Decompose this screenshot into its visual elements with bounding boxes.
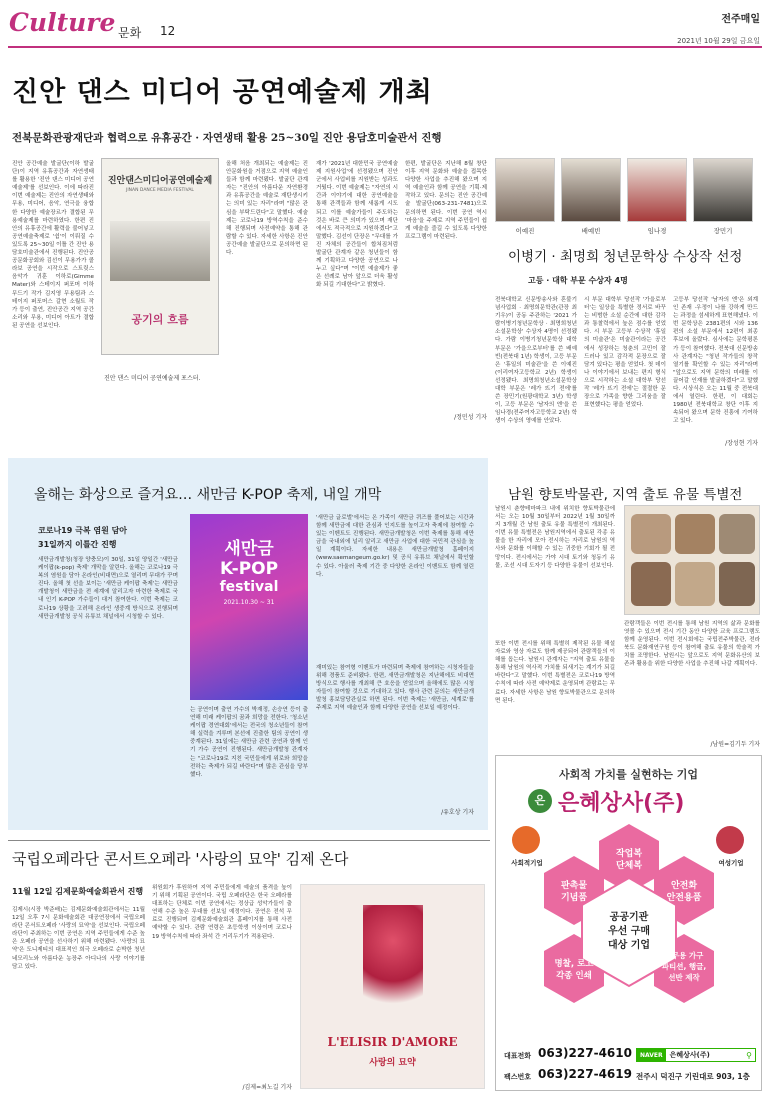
museum-body-col1: 남원시 춘향테마파크 내에 위치한 향토박물관에서는 오는 10월 30일부터 2022년 1월 30일까지 3개월 간 남원 출토 유물 특별전이 개최된다. 이번 유물 특별전은 남원지역에서 출토된 각종 유물을 한 자리에 모아 전시하는 자리로 남원의 역사와 문화를 이해할 수 있는 귀중한 기회가 될 전망이다. 전시에서는 가야 시대 토기와 청동기 유물, 조선 시대 도자기 등 다양한 유물이 선보인다. [495, 506, 615, 569]
ad-hex-top-label-2: 단체복 [615, 861, 643, 871]
kpop-sub1: 코로나19 극복 염원 담아 [38, 526, 128, 535]
main-headline: 진안 댄스 미디어 공연예술제 개최 [12, 77, 433, 108]
ad-slogan: 사회적 가치를 실현하는 기업 [559, 768, 698, 781]
opera-body-col2: 위원회가 후원하여 지역 주민들에게 예술의 품격을 높이기 위해 기획된 공연이다. 국립 오페라단은 한국 오페라를 대표하는 단체로 이번 공연에서는 정상급 성악가들이 출연해 수준 높은 무대를 선보일 예정이다. 공연은 전석 무료로 진행되며 김제문화예술회관 홈페이지를 통해 사전 예약할 수 있다. 관람 연령은 초등학생 이상이며 코로나19 방역수칙에 따라 좌석 간 거리두기가 적용된다. [152, 885, 292, 940]
opera-poster-title: L'ELISIR D'AMORE [327, 1035, 458, 1049]
opera-poster-hearts [363, 905, 423, 1025]
opera-headline: 국립오페라단 콘서트오페라 '사랑의 묘약' 김제 온다 [12, 850, 349, 868]
main-body-col2: 올해 처음 개최되는 예술제는 진안문화원을 거점으로 지역 예술인들과 함께 마련됐다. 발굴단 관계자는 "진안의 아름다운 자연환경과 유휴공간을 예술로 재탄생시키는 의미 있는 자리"라며 "많은 관심을 부탁드린다"고 말했다. 예술제는 코로나19 방역수칙을 준수해 진행되며 사전예약을 통해 관람할 수 있다. 자세한 사항은 진안 공간예술 발굴단으로 문의하면 된다. [226, 161, 308, 257]
ad-logo-icon: 은 [528, 789, 552, 813]
opera-poster-subtitle: 사랑의 묘약 [369, 1058, 416, 1068]
prize-body-col3: 고등부 당선작 '남자의 엔'은 외계인 존재 ·우정이 나를 강하게 만드는 과정을 섬세하게 표현해냈다. 이번 문학상은 2381편의 시와 136편의 소설 부문에서 12편이 최종 후보에 올랐다. 심사에는 문학평론가 등이 참여했다. 전북대 신문방송사 관계자는 "청년 작가들의 창작 열기를 확인할 수 있는 자리"라며 "앞으로도 지역 문학의 미래를 이끌어갈 인재를 발굴하겠다"고 말했다. 시상식은 오는 11월 중 전북대에서 열린다. 한편, 이 대회는 1980년 전북대학교 창단 이후 지속되어 왔으며 문학 진흥에 기여하고 있다. [673, 297, 758, 425]
artifact-3 [719, 514, 755, 554]
poster-subtitle: JINAN DANCE MEDIA FESTIVAL [126, 188, 194, 193]
kpop-poster-line2: K-POP [219, 559, 279, 579]
artifact-6 [719, 562, 755, 606]
kpop-headline: 올해는 화상으로 즐겨요… 새만금 K-POP 축제, 내일 개막 [34, 487, 382, 503]
kpop-byline: /유호상 기자 [441, 809, 474, 816]
prize-body-col2: 시 부문 대학부 당선작 '가을로부터'는 일상을 특별한 정서로 바꾸는 비범한 소설 순간에 대한 감각과 통찰력에서 높은 점수를 얻었다. 시 부문 고등부 수상작 '휴일의 미술관'은 미술관이라는 공간에서 성장하는 청춘의 고민이 잘 드러나 있고 감각적 문장으로 잘 담겨 있다는 평을 얻었다. 첫 데이나 이야기에서 보내는 편지 형식으로 시작하는 소설 대학부 당선작 '레가 뜨기 전에'는 절절한 문장으로 가족을 향한 그리움을 잘 표현했다는 평을 얻었다. [584, 297, 666, 409]
kpop-sub2: 31일까지 이틀간 진행 [38, 540, 117, 549]
kpop-body-col1: 새만금개발청(청장 양충모)이 30일, 31일 양일간 '새만금 케이팝(k-pop) 축제' 개막을 알린다. 올해는 코로나19 극복의 염원을 담아 온라인(비대면)으로 열리며 무대가 꾸며진다. 올해 첫 선을 보이는 '새만금 케이팝 축제'는 새만금개발청이 새만금을 전 세계에 알리고자 마련한 축제로 국내 인기 K-POP 가수들이 대거 참여한다. 이번 축제는 코로나19 상황을 고려해 온라인 생중계 방식으로 진행되며 새만금개발청 공식 유튜브 채널에서 시청할 수 있다. [38, 557, 178, 620]
artifact-2 [675, 514, 715, 554]
search-icon: ⚲ [746, 1050, 752, 1060]
main-body-col3: 재가 '2021년 대한민국 공연예술제 지원사업'에 선정됐으며 진안군에서 사업비를 지원받는 성과도 거뒀다. 이번 예술제는 "자연의 시간과 이야기에 대한 공연예술을 통해 관객들과 함께 새롭게 시도되고 이를 예술가들이 주도하는 것은 바로 큰 의미가 있으며 재단에서도 적극적으로 지원하겠다"고 말했다. 김선이 단장은 "무대를 가진 자체의 공간들이 합쳐짐처럼 발굴단 관계자 같은 청년들이 함께 기획하고 다양한 공연으로 나누고 싶다"며 "이번 예술제가 좋은 선례로 남아 앞으로 더욱 활성화 되길 기대한다"고 밝혔다. [316, 161, 398, 289]
museum-body-col3: 관람객들은 이번 전시를 통해 남원 지역의 삶과 문화를 엿볼 수 있으며 전시 기간 동안 다양한 교육 프로그램도 함께 운영된다. 이번 전시회에는 국립전주박물관, 전라북도 문화재연구원 등이 참여해 출토 유물의 학술적 가치를 조명한다. 남원시는 앞으로도 지역 문화유산의 보존과 활용을 위한 다양한 사업을 추진해 나갈 계획이다. [624, 621, 760, 668]
main-body-col1: 진안 공간예술 발굴단(이하 발굴단)이 지역 유휴공간과 자연생태를 활용한 '진안 댄스 미디어 공연예술제'를 선보인다. 이에 따라진 이번 예술제는 진안의 자연생태와 무용, 미디어, 음악, 연극을 융합한 다양한 예술장르가 결합된 무용예술제를 마련하였다. 한편 진안의 유휴공간에 활력을 불어넣고 공연예술축제로 '쉼'이 이뤄질 수 있도록 25~30일 이틀 간 진안 용담호미술관에서 진행된다. 진안공공문화공회와 김선이 무용가가 콜라보 공연을 시작으로 스트릿스 음악가 귀훈 이하로(Gimme Mater)와 스테이지 퍼포머 이하 무드기 작가 김지영 무용팀과 스테이지 퍼포머스 갈현 소월트 작가 등이 출연, 진안공간 지역 공간 소리와 무용, 미디어 아트가 결합된 공연을 선보인다. [12, 161, 94, 329]
ad-hex-ll-label-2: 각종 인쇄 [556, 971, 592, 981]
artifact-5 [675, 562, 715, 606]
museum-body-col2: 또한 이번 전시를 위해 특별히 제작된 유물 해설 자료와 영상 자료도 함께 제공되어 관람객들의 이해를 돕는다. 남원시 관계자는 "지역 출토 유물을 통해 남원의 역사적 가치를 되새기는 계기가 되길 바란다"고 말했다. 이번 특별전은 코로나19 방역수칙에 따라 사전 예약제로 운영되며 관람료는 무료다. 자세한 사항은 남원 향토박물관으로 문의하면 된다. [495, 641, 615, 704]
person-photo-3 [627, 158, 687, 222]
ad-hex-diagram [496, 816, 763, 1036]
artifact-photo-panel [624, 505, 760, 615]
kpop-body-col3: '새만금 글로벌'에서는 온 가족이 새만금 퀴즈를 풀어보는 시간과 함께 새만금에 대한 관심과 인지도를 높이고자 축제에 참여할 수 있는 이벤트도 진행된다. 새만금개발청은 이번 축제를 통해 새만금을 국내외에 널리 알리고 새만금 사업에 대한 국민적 관심을 높일 계획이다. 자세한 내용은 새만금개발청 홈페이지(www.saemangeum.go.kr) 및 공식 유튜브 채널에서 확인할 수 있다. 아울러 축제 기간 중 다양한 온라인 이벤트도 함께 열린다. [316, 515, 474, 578]
ad-address: 전주시 덕진구 기린대로 903, 1층 [636, 1072, 750, 1081]
opera-byline: /김제=최노길 기자 [242, 1084, 292, 1091]
ad-hex-lr-label: 사무용 가구 [664, 951, 704, 960]
ad-naver-logo: NAVER [637, 1049, 666, 1061]
ad-phone[interactable]: 063)227-4610 [538, 1046, 632, 1060]
ad-hex-ul-label-2: 기념품 [560, 893, 588, 903]
opera-body-col1: 김제시(시장 박준배)는 김제문화예술회관에서는 11월 12일 오후 7시 문화예술회관 대공연장에서 국립오페라단 콘서트오페라 '사랑의 묘약'을 선보인다. 국립오페라단이 주최하는 이번 공연은 지역 주민들에게 수준 높은 오페라 공연을 선사하기 위해 마련됐다. '사랑의 묘약'은 도니제티의 대표적인 희극 오페라로 순박한 청년 네모리노와 아름다운 농장주 아디나의 사랑 이야기를 담고 있다. [12, 907, 145, 970]
prize-body-col1: 전북대학교 신문방송사와 혼불기념사업회 · 최명희문학관(관장 최기우)이 공동 주관하는 '2021 가람이병기청년문학상 · 최명희청년소설문학상' 수상자 4명이 선정됐다. 가람 이병기청년문학상 대학 부문은 '가을으로부터'를 쓴 배예빈(전북대 1년) 학생이, 고등 부문은 '휴일의 미술관'을 쓴 이예진(이리여자고등학교 2년) 학생이 선정됐다. 최명희청년소설문학상 대학 부문은 '레가 뜨기 전에'를 쓴 장민기(원광대학교 3년) 학생이, 고등 부문은 '남자의 엔'을 쓴 임나경(전주여자고등학교 2년) 학생이 수상의 영예를 안았다. [495, 297, 577, 425]
main-byline: /정민성 기자 [454, 414, 487, 421]
ad-search-box[interactable] [636, 1048, 756, 1062]
poster-title: 진안댄스미디어공연예술제 [107, 176, 213, 186]
museum-byline: /남원=김기두 기자 [710, 741, 760, 748]
ad-hex-ll-label: 명찰, 로고 [554, 959, 594, 969]
person-name-3: 임나경 [647, 227, 667, 235]
kpop-body-col2: 는 공연이며 출연 가수의 박재정, 손승연 등이 출연해 미래 케이팝의 꿈과 희망을 전한다. '청소년 케이팝 경연대회'에서는 전국의 청소년들이 참여해 실력을 겨루며 본선에 진출한 팀의 공연이 생중계된다. 31일에는 새만금 관련 공연과 함께 인기 가수 공연이 진행된다. 새만금개발청 관계자는 "코로나19로 지친 국민들에게 위로와 희망을 전하는 축제가 되길 바란다"며 많은 관심을 당부했다. [190, 707, 308, 778]
poster-bottom-text: 공기의 흐름 [131, 313, 189, 326]
section-title-en: Culture [9, 8, 116, 37]
prize-headline: 이병기 · 최명희 청년문학상 수상작 선정 [508, 249, 743, 265]
person-name-1: 이예진 [515, 227, 535, 235]
kpop-poster-line1: 새만금 [224, 539, 274, 559]
ad-hex-ur-label-2: 안전용품 [666, 893, 702, 903]
ad-hex-ul-label: 판촉물 [560, 881, 588, 891]
person-name-4: 장민기 [713, 227, 733, 235]
kpop-poster-date: 2021.10.30 ~ 31 [223, 599, 275, 606]
poster-photo [110, 221, 210, 281]
festival-poster [101, 158, 219, 355]
kpop-poster-line3: festival [219, 579, 279, 595]
opera-rule [8, 840, 490, 841]
artifact-4 [631, 562, 671, 606]
page-number: 12 [160, 24, 176, 38]
ad-social-badge: 사회적기업 [511, 859, 543, 867]
museum-headline: 남원 향토박물관, 지역 출토 유물 특별전 [508, 487, 743, 503]
poster-caption: 진안 댄스 미디어 공연예술제 포스터. [104, 375, 201, 382]
ad-hex-ur-label: 안전화 [670, 881, 698, 891]
prize-byline: /장성현 기자 [725, 440, 758, 447]
main-subheadline: 전북문화관광재단과 협력으로 유휴공간 · 자연생태 활용 25~30일 진안 용담호미술관서 진행 [12, 132, 442, 144]
issue-date: 2021년 10월 29일 금요일 [677, 37, 760, 45]
ad-hex-top-label: 작업복 [615, 849, 643, 859]
ad-fax: 063)227-4619 [538, 1067, 632, 1081]
opera-poster [300, 884, 485, 1089]
ad-center-label-1: 공공기관 [609, 912, 649, 923]
opera-subheadline: 11월 12일 김제문화예술회관서 진행 [12, 887, 144, 896]
artifact-1 [631, 514, 671, 554]
ad-fax-label: 팩스번호 [504, 1073, 532, 1081]
ad-women-badge: 여성기업 [718, 859, 744, 867]
ad-search-text: 은혜상사(주) [669, 1051, 710, 1059]
main-body-col4: 한편, 발굴단은 지난해 8월 창단 이후 지역 문화와 예술을 접목한 다양한 사업을 추진해 왔으며 지역 예술인과 함께 공연을 기획·제작하고 있다. 문의는 진안 공간예술 발굴단(063-231-7481)으로 문의하면 된다. 이번 공연 역시 '마음'을 주제로 지역 주민들이 쉽게 예술을 즐길 수 있도록 다양한 프로그램이 마련된다. [405, 161, 487, 240]
kpop-poster [190, 514, 308, 700]
section-title-ko: 문화 [118, 26, 142, 40]
ad-hex-lr-label-2: 파티션, 행글, [661, 962, 707, 971]
prize-subheadline: 고등 · 대학 부문 수상자 4명 [528, 276, 628, 285]
ad-hex-lr-label-3: 선반 제작 [668, 973, 700, 982]
kpop-body-col4: 재미있는 참여형 이벤트가 마련되며 축제에 참여하는 시청자들을 위해 경품도 준비됐다. 한편, 새만금개발청은 지난해에도 비대면 방식으로 행사를 개최해 큰 호응을 얻었으며 올해에도 많은 시청자들이 참여할 것으로 기대하고 있다. 행사 관련 문의는 새만금개발청 홍보담당관실로 하면 된다. 이번 축제는 '새만금, 세계로'를 주제로 지역 예술인과 함께 다양한 공연을 선보일 예정이다. [316, 665, 474, 712]
ad-center-label-3: 대상 기업 [607, 940, 651, 951]
ad-company-name: 은혜상사(주) [558, 791, 685, 816]
person-name-2: 배예빈 [581, 227, 601, 235]
advertisement[interactable] [495, 755, 762, 1091]
person-photo-4 [693, 158, 753, 222]
masthead-rule [8, 46, 762, 48]
person-photo-2 [561, 158, 621, 222]
person-photo-1 [495, 158, 555, 222]
ad-center-label-2: 우선 구매 [607, 926, 651, 937]
ad-phone-label: 대표전화 [504, 1052, 532, 1060]
newspaper-name: 전주매일 [721, 14, 760, 25]
